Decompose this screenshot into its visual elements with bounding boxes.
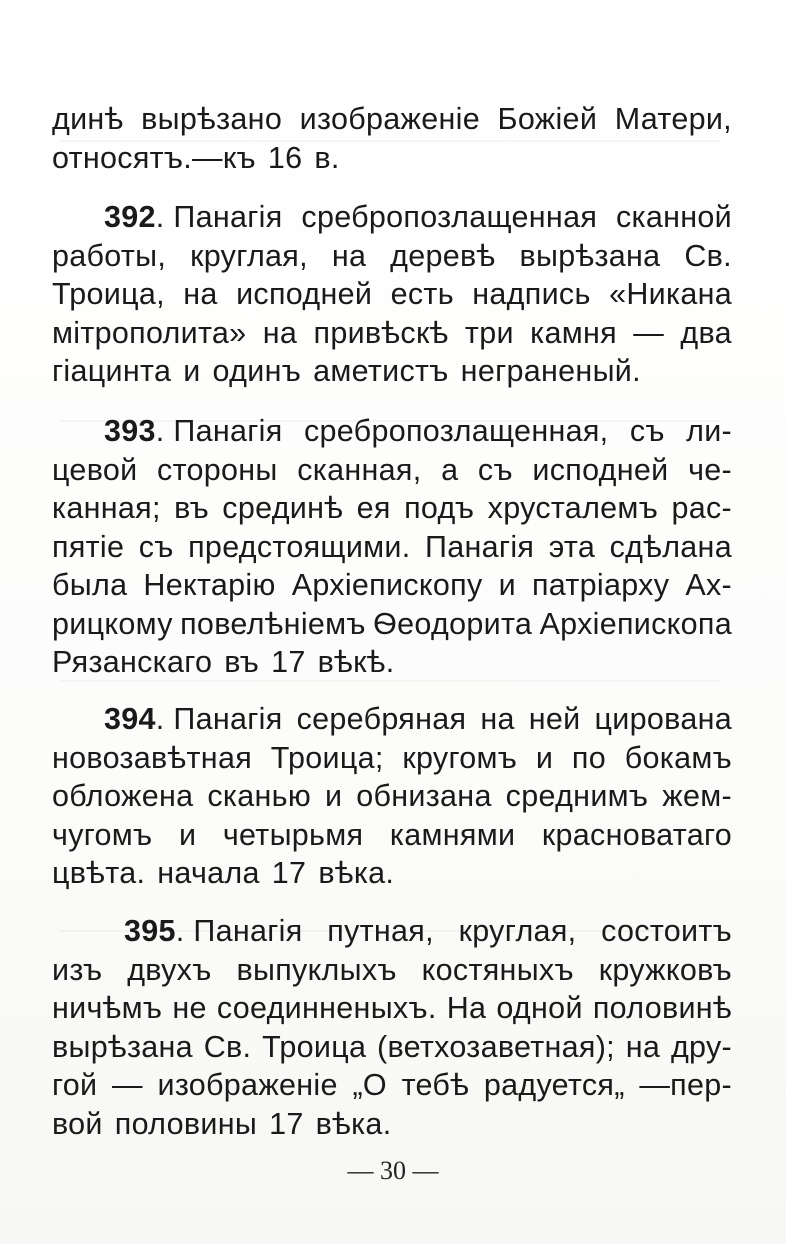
page-number: — 30 — [347, 1156, 439, 1185]
word: съ [138, 529, 174, 564]
entry-heading: 395. Панагія [124, 914, 303, 948]
word: че- [688, 452, 732, 487]
word: Троица; [270, 740, 384, 775]
text-line [52, 854, 732, 893]
word: —пер- [639, 1068, 732, 1102]
text-line [52, 198, 732, 237]
entry-number: 393 [104, 414, 156, 448]
word: предстоящими. [188, 529, 411, 564]
word: изображеніе [157, 1068, 338, 1102]
word: ли- [686, 414, 732, 448]
word: въ [174, 491, 209, 525]
word: жем- [662, 779, 732, 813]
word: два [680, 315, 732, 350]
entry-heading: 392. Панагія [104, 200, 283, 234]
word: — [633, 315, 665, 350]
word: пятіе [52, 529, 125, 564]
word: и [178, 817, 197, 852]
word: Божіей [497, 102, 598, 136]
word: мітрополита» [52, 315, 247, 350]
word: вырѣзана [519, 238, 661, 273]
word: рас- [671, 491, 732, 525]
word: вѣка. [315, 1106, 392, 1141]
text-line [52, 451, 732, 490]
word: сканной [615, 200, 732, 234]
word: стороны [157, 452, 278, 487]
word: Ах- [685, 568, 732, 602]
text-line [52, 739, 732, 778]
text-line [52, 643, 732, 682]
word: Троица [262, 1029, 367, 1064]
word: вырѣзана [52, 1029, 193, 1064]
word: съ [477, 452, 513, 487]
entry-number: 395 [124, 914, 176, 948]
word: на [331, 238, 367, 273]
word: исподней [532, 452, 669, 487]
word: подъ [404, 491, 475, 525]
text-line [52, 489, 732, 528]
word: на [480, 702, 515, 736]
word: гіацинта [52, 354, 172, 388]
word: повелѣніемъ [180, 606, 366, 641]
word: канная; [52, 491, 161, 525]
word: Панагія [173, 200, 283, 234]
word: Архіепископа [539, 606, 732, 641]
word: половинѣ [592, 991, 732, 1025]
word: ней [528, 702, 581, 736]
entry-394 [52, 700, 732, 893]
word: обнизана [356, 779, 492, 813]
text-line [52, 352, 732, 391]
text-line [52, 989, 732, 1028]
word: патріарху [531, 568, 670, 602]
word: надпись [472, 277, 591, 311]
word: красноватаго [541, 817, 732, 852]
word: исподней [236, 277, 373, 311]
word: на [262, 315, 298, 350]
word: радуется„ [483, 1068, 625, 1102]
word: три [464, 315, 514, 350]
word: На [446, 991, 487, 1025]
word: Матери, [614, 102, 732, 136]
word: и [498, 568, 516, 602]
word: — [112, 1068, 143, 1102]
word: въ [224, 645, 260, 679]
word: камня [530, 315, 617, 350]
word: цевой [52, 452, 138, 487]
word: „О [352, 1068, 387, 1102]
word: серебряная [296, 702, 467, 736]
word: состоитъ [601, 914, 732, 948]
entry-392 [52, 198, 732, 391]
entry-heading: 393. Панагія [104, 414, 283, 448]
word: и [535, 740, 554, 775]
word: сребропозлащенная, [303, 414, 609, 448]
word: цирована [594, 702, 732, 736]
word: срединѣ [222, 491, 344, 525]
word: Панагія [173, 414, 283, 448]
text-line [52, 412, 732, 451]
text-line [52, 566, 732, 605]
word: по [571, 740, 606, 775]
word: 17 [271, 645, 306, 679]
word: Архіепископу [291, 568, 483, 602]
text-line [52, 100, 732, 139]
word: ея [356, 491, 391, 525]
word: и [183, 354, 201, 388]
word: круглая, [458, 914, 577, 948]
word: новозавѣтная [52, 740, 253, 775]
word: вырѣзано [141, 102, 283, 136]
word: одной [496, 991, 583, 1025]
word: двухъ [127, 952, 212, 987]
word: неграненый. [460, 354, 641, 388]
word: съ [629, 414, 665, 448]
word: выпуклыхъ [236, 952, 397, 987]
word: обложена [52, 779, 194, 813]
word: Св. [684, 238, 732, 273]
word: и [324, 779, 343, 813]
word: ничѣмъ [52, 991, 163, 1025]
word: вѣка. [318, 856, 395, 890]
text-line [52, 605, 732, 644]
text-line [52, 1105, 732, 1144]
entry-393 [52, 412, 732, 682]
entry-heading: 394. Панагія [104, 702, 283, 736]
word: аметистъ [313, 354, 449, 388]
word: Панагія [173, 702, 283, 736]
text-line [52, 951, 732, 990]
entry-number: 392 [104, 200, 156, 234]
word: сканная, [297, 452, 422, 487]
text-line [52, 777, 732, 816]
word: соединненыхъ. [216, 991, 437, 1025]
text-line [52, 237, 732, 276]
word: Рязанскаго [52, 645, 213, 679]
word: тебѣ [401, 1068, 470, 1102]
word: на [183, 277, 218, 311]
word: хрусталемъ [487, 491, 659, 525]
word: четырьмя [222, 817, 364, 852]
word: Троица, [52, 277, 165, 311]
word: работы, [52, 238, 167, 273]
entry-395 [52, 912, 732, 1143]
word: Св. [203, 1029, 252, 1064]
paragraph-continuation [52, 100, 732, 177]
text-line [52, 314, 732, 353]
word: вой [52, 1106, 103, 1141]
word: (ветхозаветная); [377, 1029, 615, 1064]
word: Нектарію [143, 568, 276, 602]
text-line [52, 700, 732, 739]
word: есть [390, 277, 454, 311]
word: «Никана [609, 277, 732, 311]
word: дру- [670, 1029, 732, 1064]
word: костяныхъ [421, 952, 574, 987]
word: камнями [389, 817, 516, 852]
word: рицкому [52, 606, 173, 641]
word: 17 [269, 1106, 304, 1141]
word: динѣ [52, 102, 124, 136]
word: была [52, 568, 128, 602]
text-line [52, 1066, 732, 1105]
word: сканью [207, 779, 311, 813]
word: относятъ.—къ [52, 140, 256, 175]
text-line [52, 912, 732, 951]
word: сребропозлащенная [301, 200, 598, 234]
word: изъ [52, 952, 103, 987]
word: кружковъ [598, 952, 732, 987]
word: а [441, 452, 459, 487]
text-line [52, 139, 732, 178]
word: начала [157, 856, 260, 890]
word: эта [548, 529, 596, 564]
word: изображеніе [299, 102, 480, 136]
word: половины [114, 1106, 258, 1141]
word: вѣкѣ. [317, 645, 395, 679]
word: не [172, 991, 207, 1025]
word: 17 [271, 856, 307, 890]
word: чугомъ [52, 817, 153, 852]
word: на [625, 1029, 661, 1064]
word: Панагія [193, 914, 303, 948]
word: 16 [267, 140, 303, 175]
word: среднимъ [505, 779, 649, 813]
word: одинъ [212, 354, 302, 388]
word: гой [52, 1068, 98, 1102]
word: привѣскѣ [313, 315, 449, 350]
word: деревѣ [390, 238, 496, 273]
text-line [52, 816, 732, 855]
word: бокамъ [624, 740, 732, 775]
word: сдѣлана [609, 529, 732, 564]
word: цвѣта. [52, 856, 146, 890]
word: Ѳеодорита [373, 606, 533, 641]
text-line [52, 1028, 732, 1067]
text-line [52, 528, 732, 567]
word: кругомъ [402, 740, 518, 775]
text-line [52, 275, 732, 314]
word: в. [314, 140, 340, 175]
entry-number: 394 [104, 702, 156, 736]
word: круглая, [190, 238, 308, 273]
word: Панагія [425, 529, 535, 564]
word: путная, [327, 914, 434, 948]
